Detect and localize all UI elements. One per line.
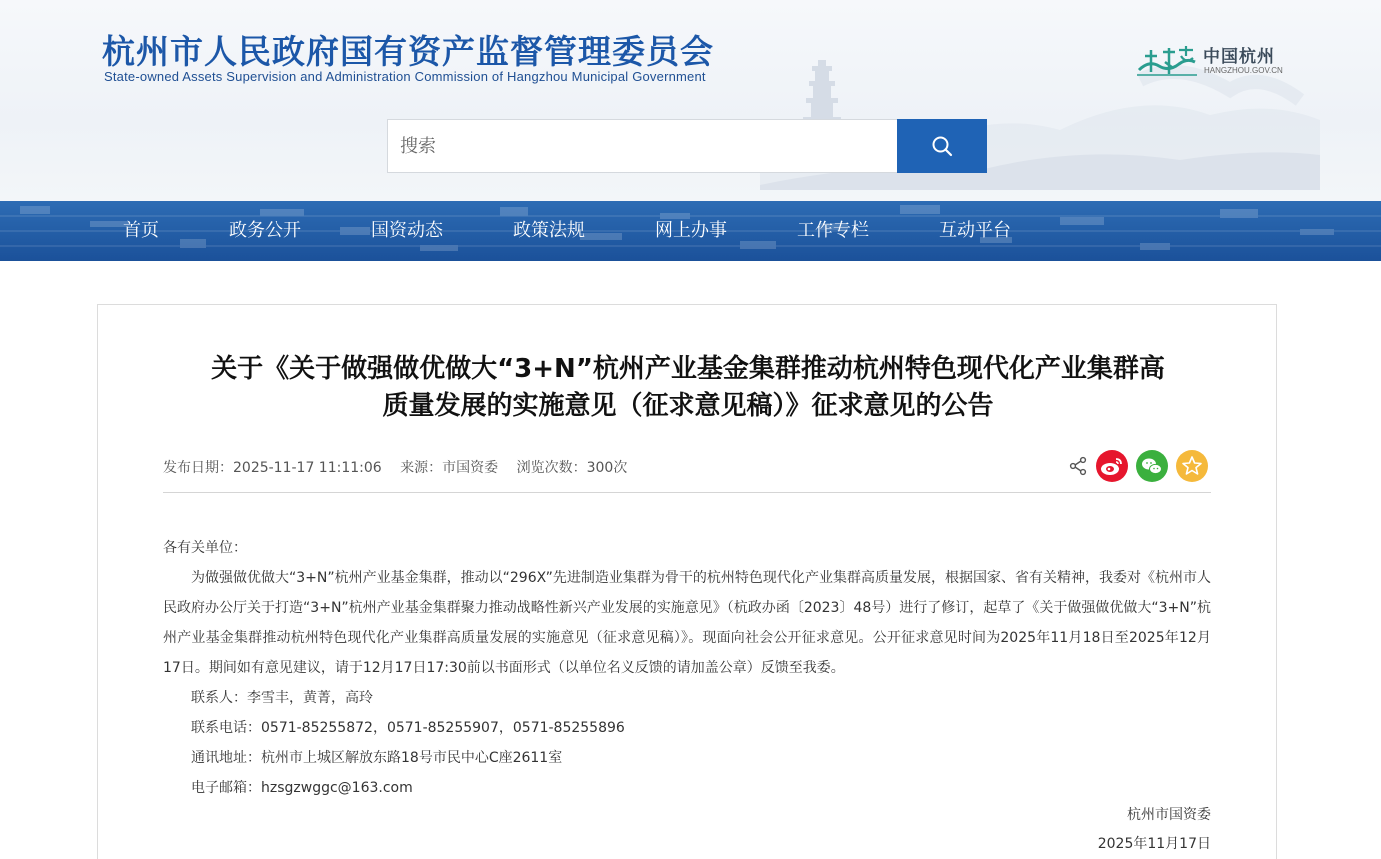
favorite-icon[interactable] [1176,450,1208,482]
nav-item-work-columns[interactable]: 工作专栏 [797,220,869,241]
article-body [163,533,1211,803]
hangzhou-gov-logo[interactable] [1135,42,1285,78]
article-source: 来源：市国资委 [400,460,499,476]
salutation: 各有关单位： [163,540,247,556]
site-header [0,0,1381,201]
nav-item-online-services[interactable]: 网上办事 [655,220,727,241]
weibo-icon[interactable] [1096,450,1128,482]
article-card [97,304,1277,859]
nav-item-interaction[interactable]: 互动平台 [939,220,1011,241]
contact-phone: 联系电话：0571-85255872，0571-85255907，0571-85255896 [191,720,625,736]
body-paragraph: 为做强做优做大“3+N”杭州产业基金集群，推动以“296X”先进制造业集群为骨干的杭州特色现代化产业集群高质量发展，根据国家、省有关精神，我委对《杭州市人民政府办公厅关于打造“3+N”杭州产业基金集群聚力推动战略性新兴产业发展的实施意见》（杭政办函〔2023〕48号）进行了修订，起草了《关于做强做优做大“3+N”杭州产业基金集群推动杭州特色现代化产业集群高质量发展的实施意见（征求意见稿）》。现面向社会公开征求意见。公开征求意见时间为2025年11月18日至2025年12月17日。期间如有意见建议，请于12月17日17:30前以书面形式（以单位名义反馈的请加盖公章）反馈至我委。 [163,570,1211,676]
nav-item-home[interactable]: 首页 [123,220,159,241]
hangzhou-logo-icon [1135,42,1199,78]
hangzhou-logo-name: 中国杭州 [1203,47,1275,67]
article-title [158,351,1218,425]
site-title: 杭州市人民政府国有资产监督管理委员会 [102,32,714,71]
search-bar [387,119,987,173]
share-toolbar [1068,450,1218,482]
view-count: 浏览次数：300次 [516,460,628,476]
article-meta [163,457,641,477]
signature-date: 2025年11月17日 [1097,836,1211,852]
wechat-icon[interactable] [1136,450,1168,482]
search-button[interactable] [897,119,987,173]
search-input[interactable] [387,119,898,173]
article-title-line-1: 关于《关于做强做优做大“3+N”杭州产业基金集群推动杭州特色现代化产业集群高 [211,354,1165,384]
article-title-line-2: 质量发展的实施意见（征求意见稿）》征求意见的公告 [382,391,994,421]
meta-divider [163,492,1211,493]
contact-person: 联系人：李雪丰，黄菁，高玲 [191,690,373,706]
search-icon [930,134,954,158]
nav-items [0,201,1381,261]
contact-email: 电子邮箱：hzsgzwggc@163.com [191,780,413,796]
hangzhou-logo-domain: HANGZHOU.GOV.CN [1204,66,1283,75]
nav-item-government-affairs[interactable]: 政务公开 [229,220,301,241]
share-icon[interactable] [1068,456,1088,476]
publish-date: 发布日期：2025-11-17 11:11:06 [163,460,382,476]
signature-org: 杭州市国资委 [1127,807,1211,823]
main-navigation [0,201,1381,261]
site-subtitle: State-owned Assets Supervision and Administration Commission of Hangzhou Municipal Government [104,69,706,84]
mailing-address: 通讯地址：杭州市上城区解放东路18号市民中心C座2611室 [191,750,563,766]
nav-item-policies[interactable]: 政策法规 [513,220,585,241]
nav-item-sasac-news[interactable]: 国资动态 [371,220,443,241]
